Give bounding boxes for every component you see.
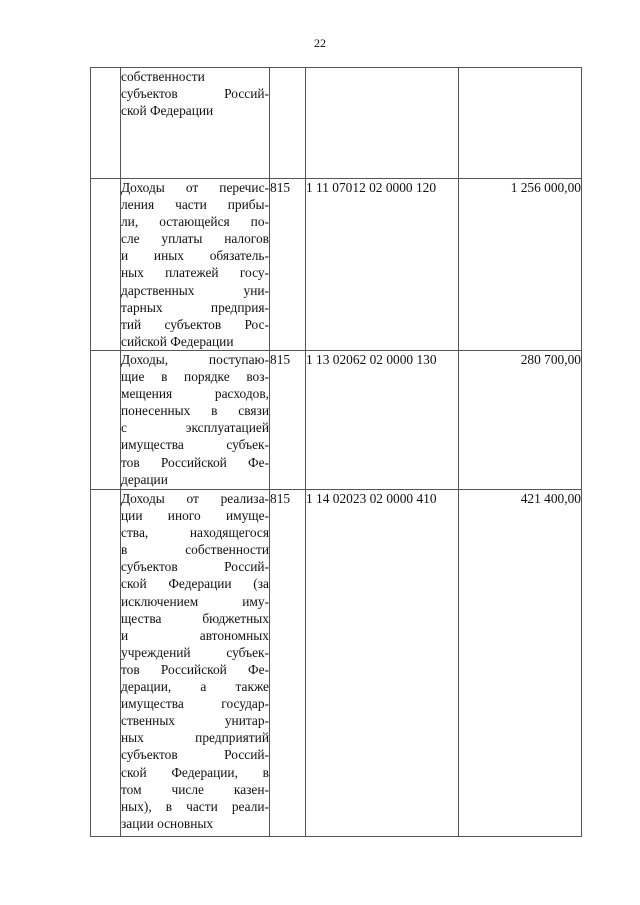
description-line: ской Федерации, в bbox=[121, 764, 269, 780]
amount-cell: 1 256 000,00 bbox=[459, 179, 582, 351]
table-row bbox=[91, 490, 582, 837]
budget-code-cell bbox=[306, 68, 459, 179]
row-number-cell bbox=[91, 68, 121, 179]
description-line: ных), в части реали- bbox=[121, 798, 269, 814]
description-line: собственности bbox=[121, 69, 205, 84]
description-line: ных предприятий bbox=[121, 730, 269, 746]
row-number-cell bbox=[91, 490, 121, 837]
description-line: Доходы от перечис- bbox=[121, 180, 269, 195]
admin-code-cell: 815 bbox=[270, 351, 306, 490]
description-line: дерации bbox=[121, 471, 168, 487]
row-number-cell bbox=[91, 179, 121, 351]
description-line: сле уплаты налогов bbox=[121, 231, 269, 247]
description-line: ции иного имуще- bbox=[121, 508, 269, 524]
description-line: дарственных уни- bbox=[121, 282, 269, 298]
budget-code-cell: 1 13 02062 02 0000 130 bbox=[306, 351, 459, 490]
description-line: имущества государ- bbox=[121, 696, 269, 712]
description-line: в собственности bbox=[121, 542, 269, 558]
description-line: ской Федерации (за bbox=[121, 576, 269, 592]
description-line: ской Федерации bbox=[121, 103, 214, 119]
description-line: ления части прибы- bbox=[121, 197, 269, 213]
description-line: сийской Федерации bbox=[121, 333, 234, 349]
table-row bbox=[91, 68, 582, 179]
description-line: учреждений субъек- bbox=[121, 644, 269, 660]
description-line: с эксплуатацией bbox=[121, 420, 269, 436]
table-row bbox=[91, 179, 582, 351]
revenue-table bbox=[90, 67, 582, 837]
amount-cell: 280 700,00 bbox=[459, 351, 582, 490]
description-line: ных платежей госу- bbox=[121, 265, 269, 281]
description-line: субъектов Россий- bbox=[121, 86, 269, 102]
table-row bbox=[91, 351, 582, 490]
description-line: и иных обязатель- bbox=[121, 248, 269, 264]
description-line: зации основных bbox=[121, 815, 214, 831]
amount-cell bbox=[459, 68, 582, 179]
budget-code-cell: 1 11 07012 02 0000 120 bbox=[306, 179, 459, 351]
description-cell bbox=[121, 351, 270, 490]
description-line: том числе казен- bbox=[121, 781, 269, 797]
admin-code-cell: 815 bbox=[270, 490, 306, 837]
description-line: ли, остающейся по- bbox=[121, 214, 269, 230]
description-line: тий субъектов Рос- bbox=[121, 316, 269, 332]
description-cell bbox=[121, 490, 270, 837]
page-number: 22 bbox=[314, 36, 326, 50]
description-line: щие в порядке воз- bbox=[121, 369, 269, 385]
description-cell bbox=[121, 68, 270, 179]
description-line: тарных предприя- bbox=[121, 299, 269, 315]
description-cell bbox=[121, 179, 270, 351]
budget-code-cell: 1 14 02023 02 0000 410 bbox=[306, 490, 459, 837]
description-line: щества бюджетных bbox=[121, 610, 269, 626]
description-line: понесенных в связи bbox=[121, 403, 269, 419]
amount-cell: 421 400,00 bbox=[459, 490, 582, 837]
description-line: дерации, а также bbox=[121, 679, 269, 695]
admin-code-cell bbox=[270, 68, 306, 179]
description-line: ственных унитар- bbox=[121, 713, 269, 729]
description-line: ства, находящегося bbox=[121, 525, 269, 541]
description-line: и автономных bbox=[121, 627, 269, 643]
description-line: мещения расходов, bbox=[121, 386, 269, 402]
row-number-cell bbox=[91, 351, 121, 490]
description-line: Доходы, поступаю- bbox=[121, 352, 269, 367]
description-line: Доходы от реализа- bbox=[121, 491, 269, 506]
description-line: имущества субъек- bbox=[121, 437, 269, 453]
description-line: тов Российской Фе- bbox=[121, 454, 269, 470]
description-line: субъектов Россий- bbox=[121, 559, 269, 575]
description-line: исключением иму- bbox=[121, 593, 269, 609]
description-line: субъектов Россий- bbox=[121, 747, 269, 763]
description-line: тов Российской Фе- bbox=[121, 661, 269, 677]
admin-code-cell: 815 bbox=[270, 179, 306, 351]
